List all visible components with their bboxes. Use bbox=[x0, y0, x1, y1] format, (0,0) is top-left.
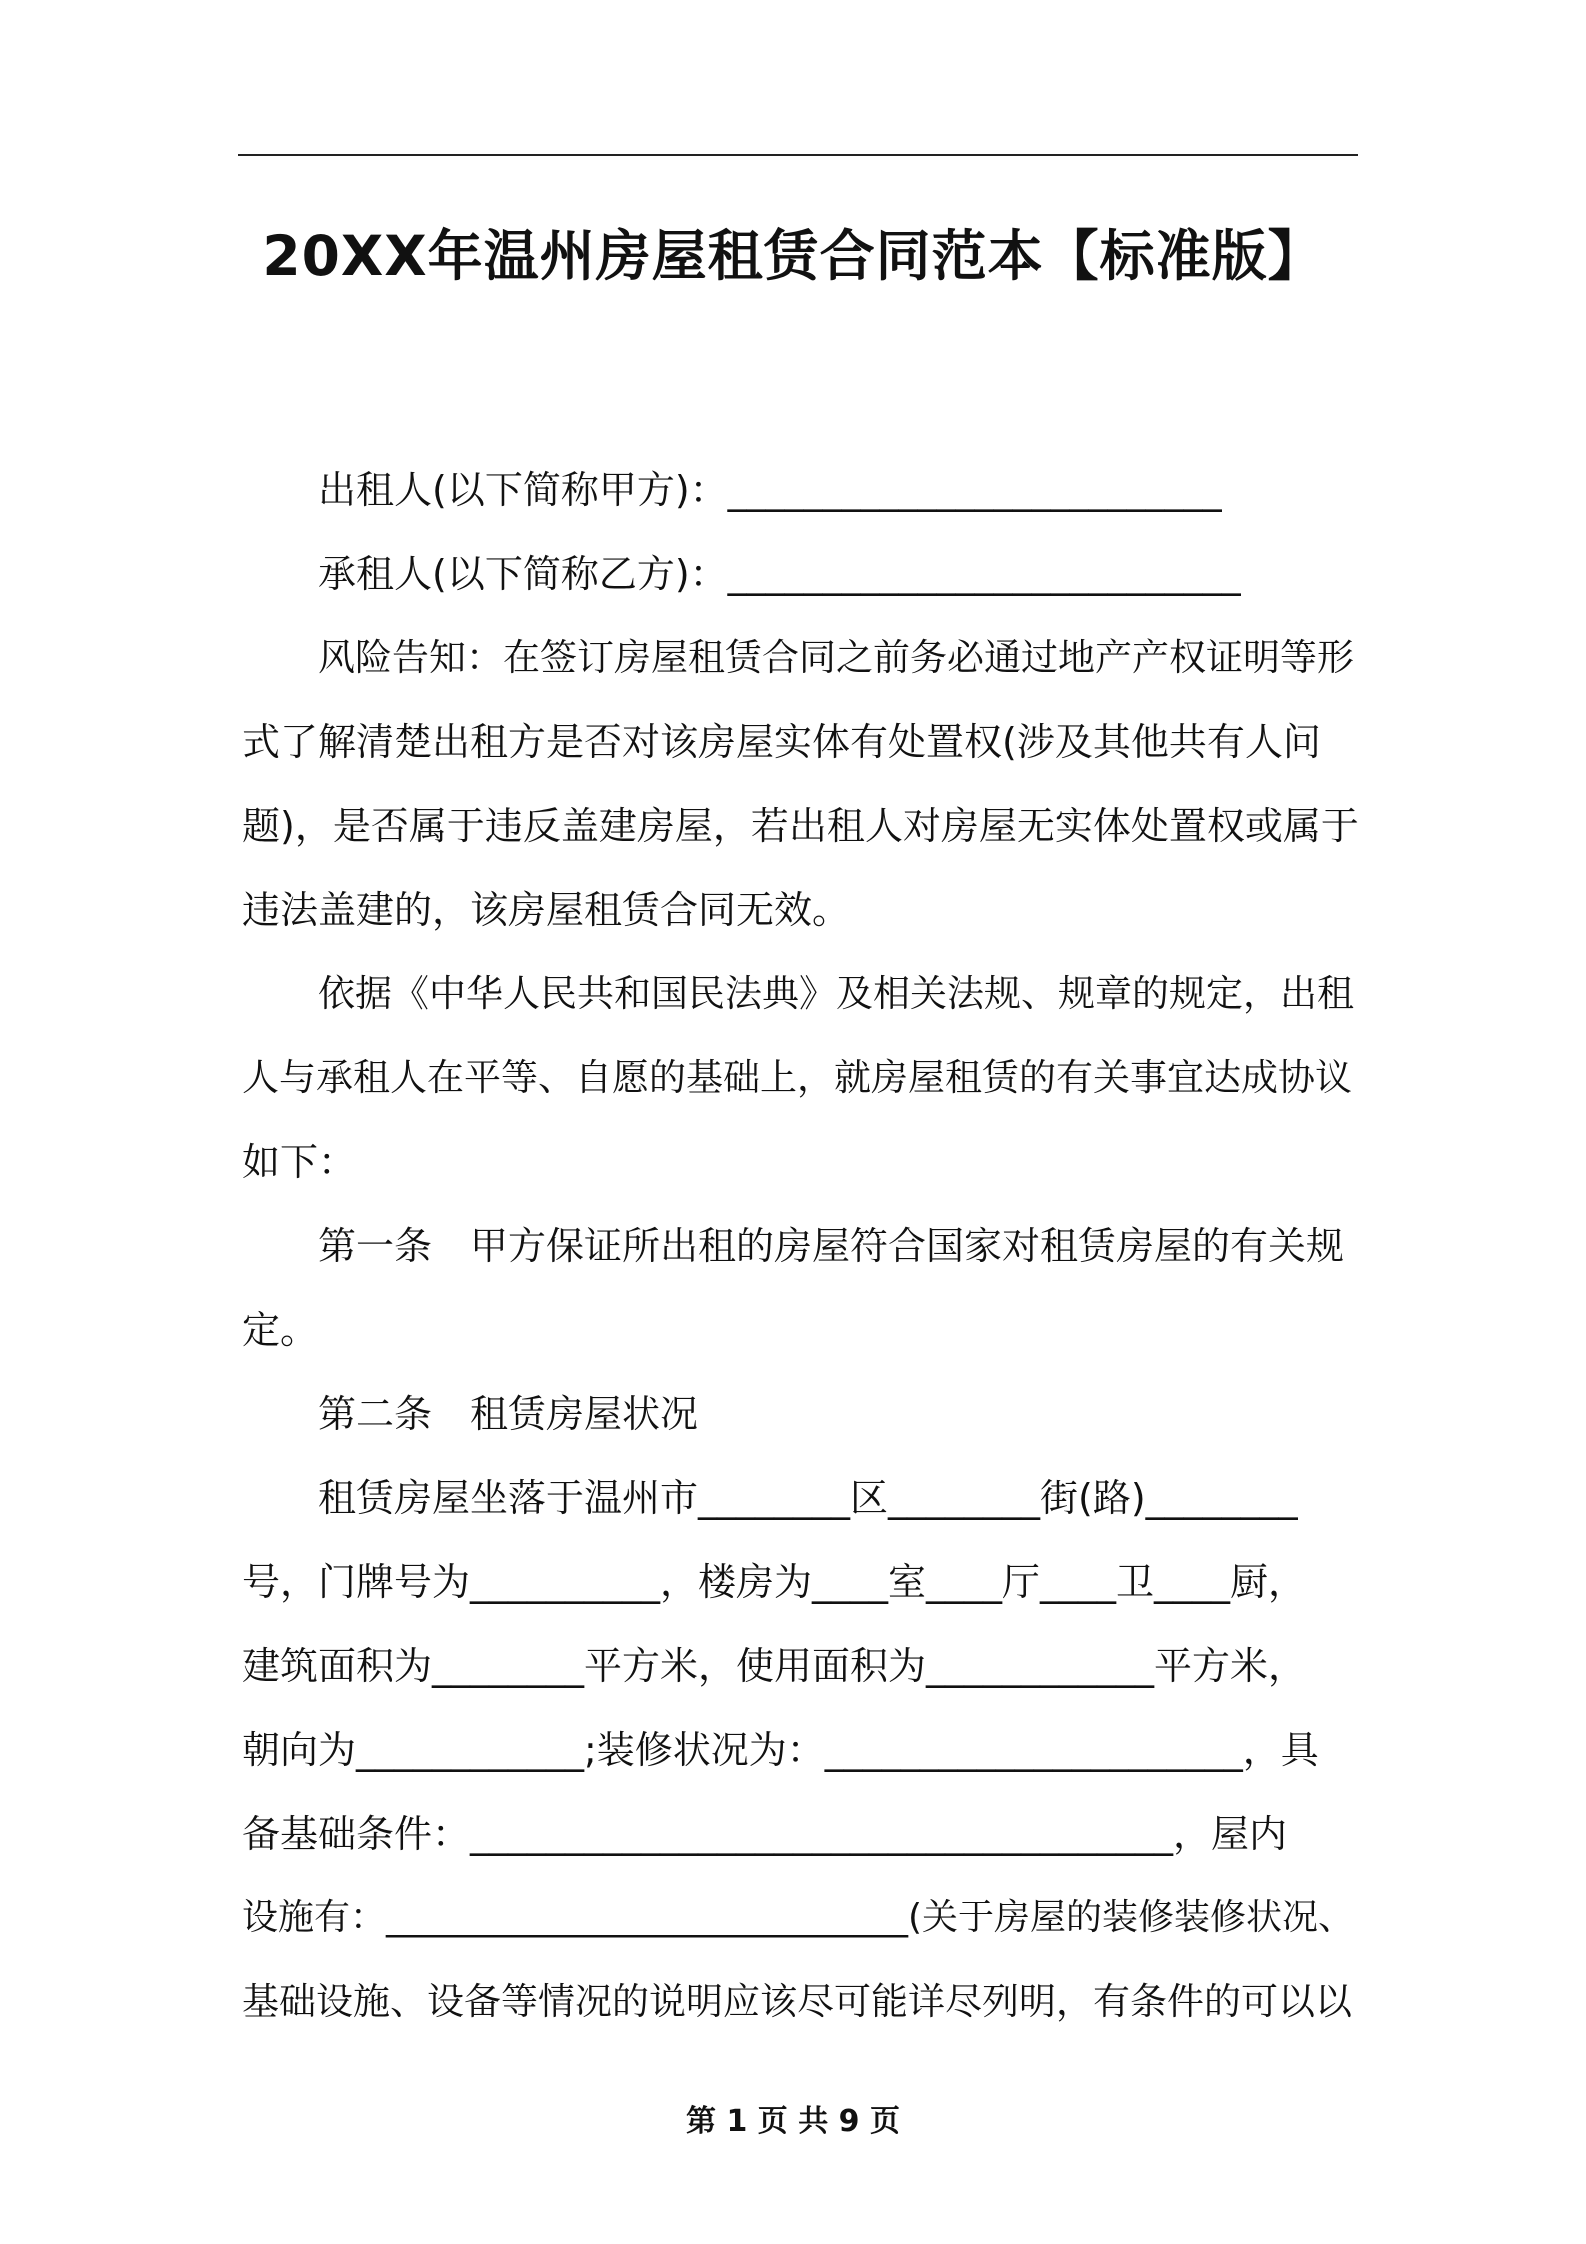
property-details-line: 租赁房屋坐落于温州市________区________街(路)________ bbox=[318, 1476, 1298, 1520]
risk-notice-line: 违法盖建的，该房屋租赁合同无效。 bbox=[242, 888, 851, 932]
risk-notice-line: 题)，是否属于违反盖建房屋，若出租人对房屋无实体处置权或属于 bbox=[242, 804, 1359, 848]
risk-notice-line: 式了解清楚出租方是否对该房屋实体有处置权(涉及其他共有人问 bbox=[242, 720, 1321, 764]
property-details-line: 基础设施、设备等情况的说明应该尽可能详尽列明，有条件的可以以 bbox=[242, 1980, 1352, 2023]
document-title: 20XX年温州房屋租赁合同范本【标准版】 bbox=[262, 224, 1324, 288]
article-one-line: 定。 bbox=[242, 1308, 319, 1352]
lessor-line: 出租人(以下简称甲方)：__________________________ bbox=[318, 468, 1222, 512]
risk-notice-line: 风险告知：在签订房屋租赁合同之前务必通过地产产权证明等形 bbox=[318, 636, 1354, 679]
property-details-line: 设施有：_____________________________(关于房屋的装修装修状况、 bbox=[242, 1897, 1355, 1938]
property-details-line: 朝向为____________;装修状况为：______________________，具 bbox=[242, 1728, 1319, 1772]
article-one-line: 第一条 甲方保证所出租的房屋符合国家对租赁房屋的有关规 bbox=[318, 1224, 1345, 1268]
document-body bbox=[242, 448, 1360, 2044]
property-details-line: 号，门牌号为__________，楼房为____室____厅____卫____厨， bbox=[242, 1560, 1307, 1604]
preamble-line: 如下： bbox=[242, 1140, 357, 1184]
preamble-line: 依据《中华人民共和国民法典》及相关法规、规章的规定，出租 bbox=[318, 972, 1354, 1015]
lessee-line: 承租人(以下简称乙方)：___________________________ bbox=[318, 552, 1241, 596]
page-footer: 第 1 页 共 9 页 bbox=[686, 2104, 900, 2139]
property-details-line: 建筑面积为________平方米，使用面积为____________平方米， bbox=[242, 1644, 1307, 1688]
article-two-heading: 第二条 租赁房屋状况 bbox=[318, 1392, 699, 1436]
header-rule bbox=[238, 154, 1358, 156]
preamble-line: 人与承租人在平等、自愿的基础上，就房屋租赁的有关事宜达成协议 bbox=[242, 1056, 1352, 1099]
property-details-line: 备基础条件：_____________________________________，屋内 bbox=[242, 1812, 1288, 1856]
